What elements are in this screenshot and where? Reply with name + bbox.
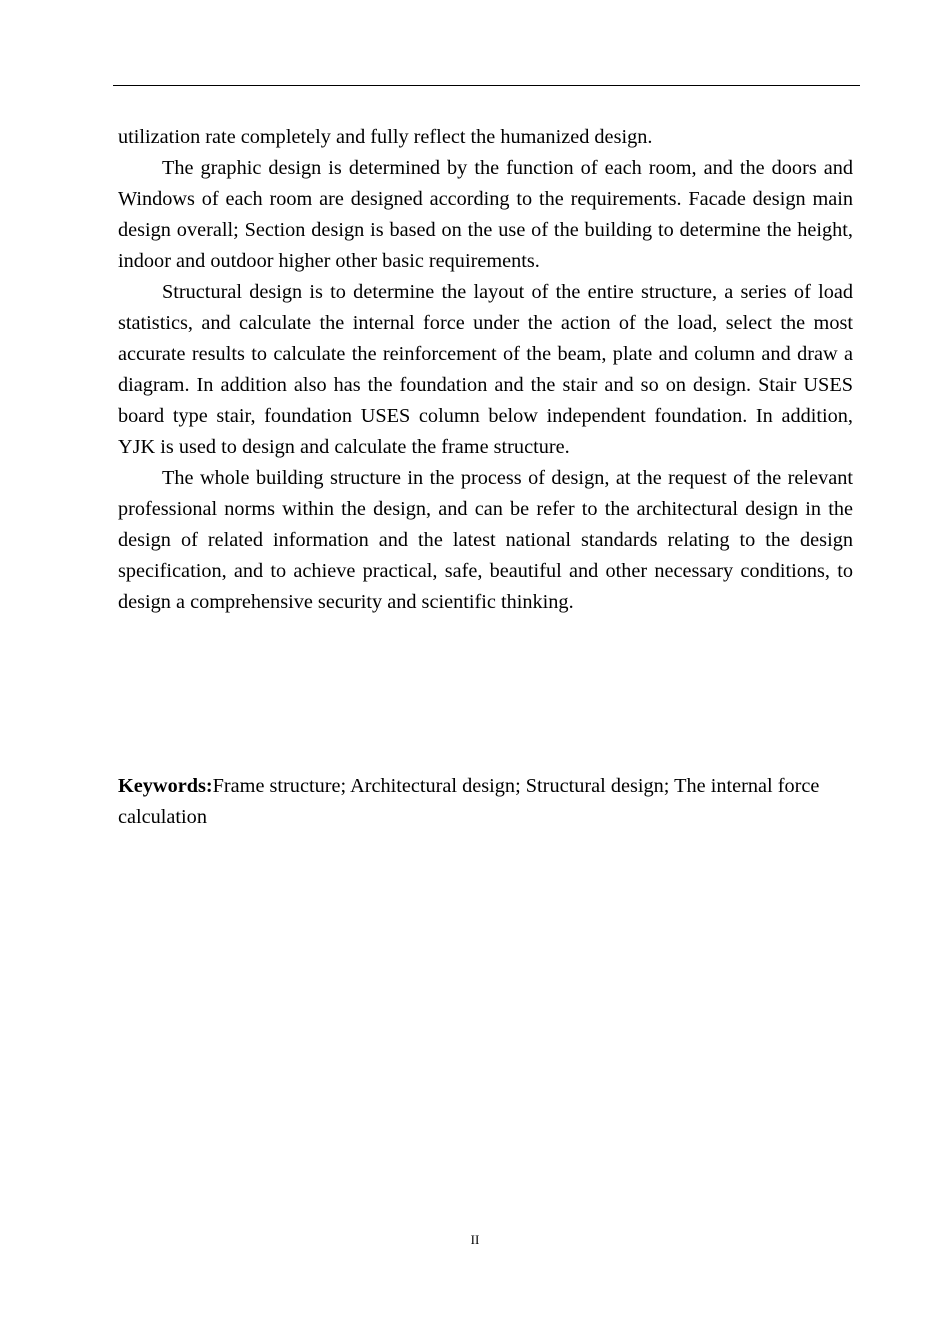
keywords-line [118,771,853,833]
paragraph: utilization rate completely and fully reflect the humanized design. [118,126,653,148]
paragraph: Structural design is to determine the layout of the entire structure, a series of load statistics, and calculate the internal force under the action of the load, select the most accurate results to calculate the reinforcement of the beam, plate and column and draw a diagram. In addition also has the foundation and the stair and so on design. Stair USES board type stair, foundation USES column below independent foundation. In addition, YJK is used to design and calculate the frame structure. [118,281,853,458]
paragraph: The graphic design is determined by the function of each room, and the doors and Windows of each room are designed according to the requirements. Facade design main design overall; Section design is based on the use of the building to determine the height, indoor and outdoor higher other basic requirements. [118,157,853,272]
keywords-label: Keywords: [118,775,213,797]
keywords-text: Frame structure; Architectural design; Structural design; The internal force calculation [118,775,820,828]
abstract-body [118,122,853,618]
page-number: II [470,1232,480,1247]
header-rule [113,85,860,86]
paragraph: The whole building structure in the process of design, at the request of the relevant professional norms within the design, and can be refer to the architectural design in the design of related information and the latest national standards relating to the design specification, and to achieve practical, safe, beautiful and other necessary conditions, to design a comprehensive security and scientific thinking. [118,467,853,613]
